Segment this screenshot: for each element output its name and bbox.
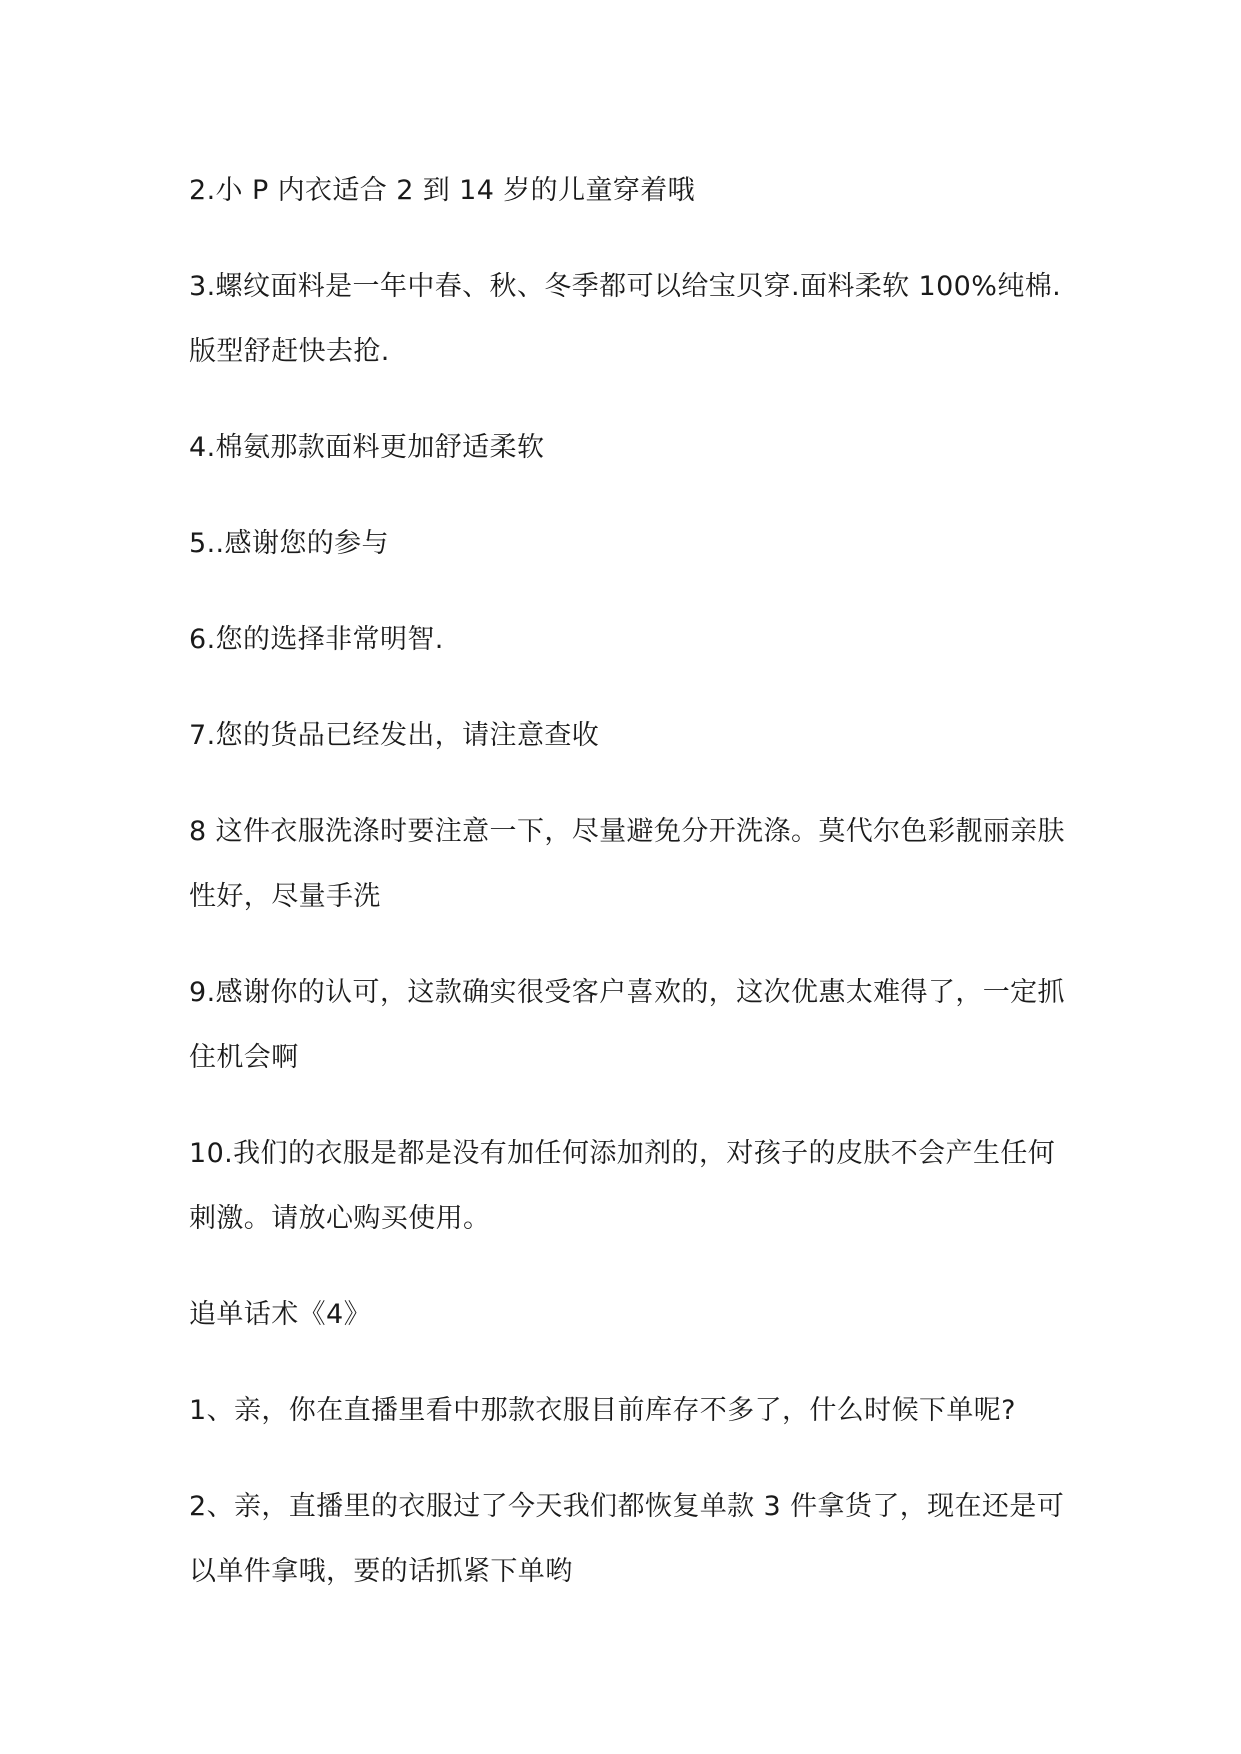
paragraph-item-3: 3.螺纹面料是一年中春、秋、冬季都可以给宝贝穿.面料柔软 100%纯棉.版型舒赶快去抢. <box>189 271 1062 367</box>
paragraph-item-5: 5..感谢您的参与 <box>189 528 389 559</box>
paragraph-item-7: 7.您的货品已经发出，请注意查收 <box>189 720 600 751</box>
paragraph-item-10: 10.我们的衣服是都是没有加任何添加剂的，对孩子的皮肤不会产生任何刺激。请放心购买使用。 <box>189 1138 1056 1234</box>
paragraph-item-8: 8 这件衣服洗涤时要注意一下，尽量避免分开洗涤。莫代尔色彩靓丽亲肤性好，尽量手洗 <box>189 816 1065 912</box>
section-heading: 追单话术《4》 <box>189 1299 371 1330</box>
paragraph-item-6: 6.您的选择非常明智. <box>189 624 444 655</box>
paragraph-item-2: 2.小 P 内衣适合 2 到 14 岁的儿童穿着哦 <box>189 175 696 206</box>
followup-item-2: 2、亲，直播里的衣服过了今天我们都恢复单款 3 件拿货了，现在还是可以单件拿哦，要的话抓紧下单哟 <box>189 1491 1065 1587</box>
followup-item-1: 1、亲，你在直播里看中那款衣服目前库存不多了，什么时候下单呢? <box>189 1395 1016 1426</box>
document-body <box>189 158 1069 1635</box>
paragraph-item-4: 4.棉氨那款面料更加舒适柔软 <box>189 432 545 463</box>
paragraph-item-9: 9.感谢你的认可，这款确实很受客户喜欢的，这次优惠太难得了，一定抓住机会啊 <box>189 977 1065 1073</box>
